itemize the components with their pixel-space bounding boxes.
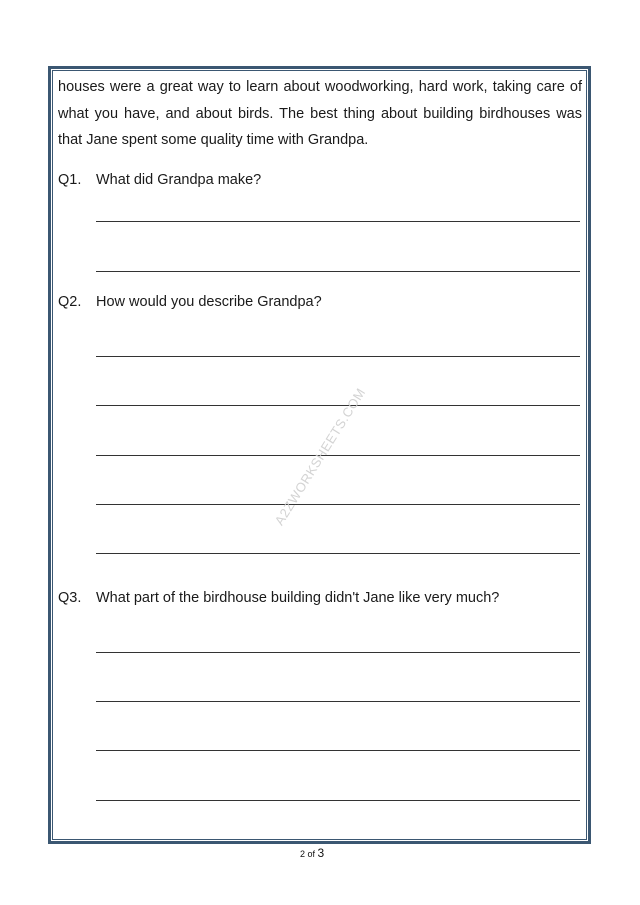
q3-answer-line-1[interactable]	[96, 652, 580, 653]
q3-answer-line-3[interactable]	[96, 750, 580, 751]
question-2	[58, 294, 322, 310]
question-1-number: Q1.	[58, 172, 82, 188]
reading-passage: houses were a great way to learn about woodworking, hard work, taking care of what you have, and about birds. The best thing about building birdhouses was that Jane spent some quality time with Grandpa.	[58, 79, 582, 148]
q3-answer-line-2[interactable]	[96, 701, 580, 702]
question-2-number: Q2.	[58, 294, 82, 310]
question-1	[58, 172, 261, 188]
page-number-prefix: 2 of	[300, 849, 316, 859]
watermark: A2ZWORKSHEETS.COM	[271, 385, 369, 528]
page-number	[300, 846, 324, 860]
q1-answer-line-2[interactable]	[96, 271, 580, 272]
q2-answer-line-4[interactable]	[96, 504, 580, 505]
question-3-number: Q3.	[58, 590, 82, 606]
q2-answer-line-2[interactable]	[96, 405, 580, 406]
question-2-text: How would you describe Grandpa?	[96, 294, 322, 310]
q2-answer-line-3[interactable]	[96, 455, 580, 456]
question-3	[58, 590, 499, 606]
q2-answer-line-1[interactable]	[96, 356, 580, 357]
q3-answer-line-4[interactable]	[96, 800, 580, 801]
q2-answer-line-5[interactable]	[96, 553, 580, 554]
question-3-text: What part of the birdhouse building didn't Jane like very much?	[96, 590, 500, 606]
page-number-total: 3	[317, 846, 325, 860]
question-1-text: What did Grandpa make?	[96, 172, 262, 188]
q1-answer-line-1[interactable]	[96, 221, 580, 222]
